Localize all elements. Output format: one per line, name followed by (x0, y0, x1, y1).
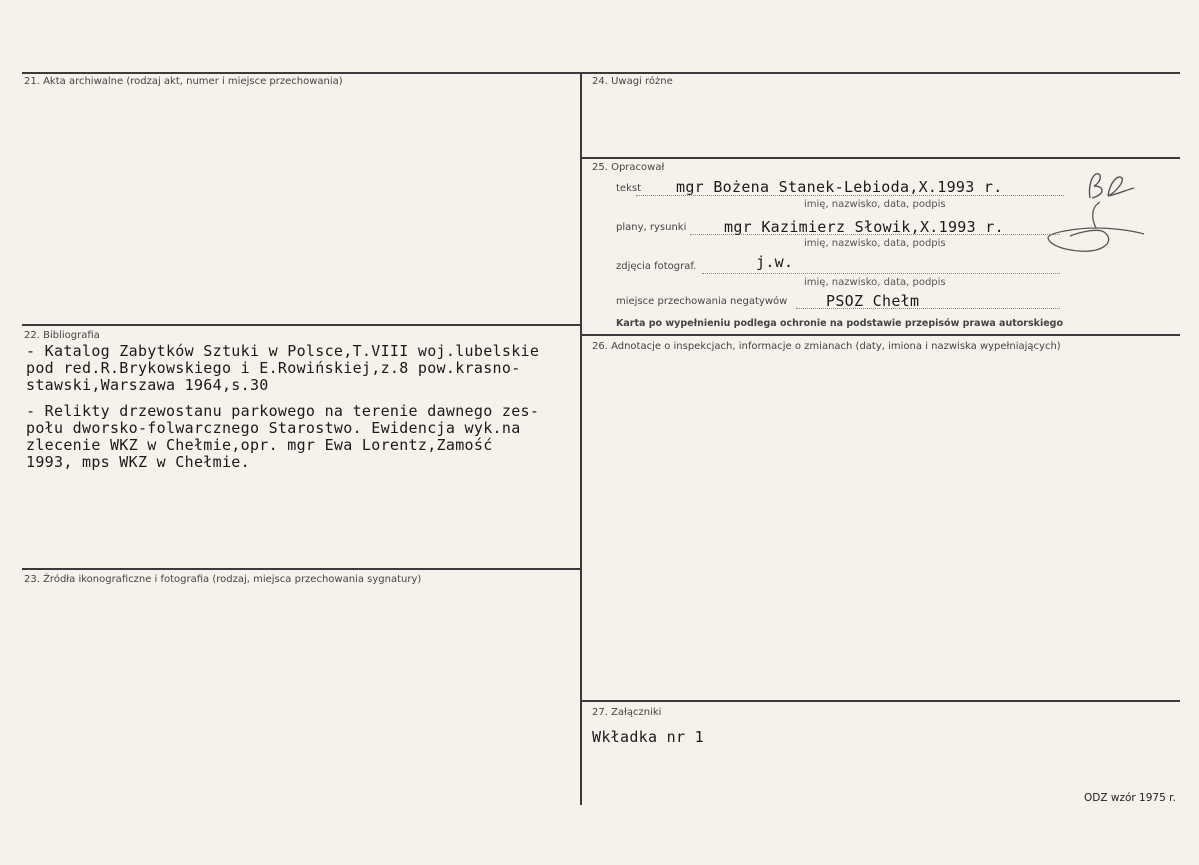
field-plany-value: mgr Kazimierz Słowik,X.1993 r. (724, 218, 1004, 236)
section-24-label: 24. Uwagi różne (592, 76, 673, 87)
field-plany-label: plany, rysunki (616, 222, 687, 233)
rule-22 (22, 324, 582, 326)
section-26-label: 26. Adnotacje o inspekcjach, informacje o zmianach (daty, imiona i nazwiska wypełniających) (592, 341, 1061, 352)
bibliography-entry-2-line-3: zlecenie WKZ w Chełmie,opr. mgr Ewa Lorentz,Zamość (26, 436, 493, 454)
field-plany-caption: imię, nazwisko, data, podpis (804, 238, 946, 249)
section-23-label: 23. Źródła ikonograficzne i fotografia (rodzaj, miejsca przechowania sygnatury) (24, 574, 422, 585)
signature-plany (1040, 198, 1150, 260)
top-rule (22, 72, 1180, 74)
section-21-label: 21. Akta archiwalne (rodzaj akt, numer i miejsce przechowania) (24, 76, 343, 87)
copyright-notice: Karta po wypełnieniu podlega ochronie na podstawie przepisów prawa autorskiego (616, 318, 1063, 329)
field-tekst-caption: imię, nazwisko, data, podpis (804, 199, 946, 210)
bibliography-entry-2-line-1: - Relikty drzewostanu parkowego na terenie dawnego zes- (26, 402, 540, 420)
field-zdjecia-value: j.w. (756, 253, 794, 271)
section-22-label: 22. Bibliografia (24, 330, 100, 341)
rule-25 (580, 157, 1180, 159)
field-negatywy-label: miejsce przechowania negatywów (616, 296, 788, 307)
rule-27 (580, 700, 1180, 702)
section-25-label: 25. Opracował (592, 162, 665, 173)
field-zdjecia-line (702, 273, 1060, 274)
bibliography-entry-2-line-2: połu dworsko-folwarcznego Starostwo. Ewidencja wyk.na (26, 419, 521, 437)
rule-26 (580, 334, 1180, 336)
section-27-label: 27. Załączniki (592, 707, 662, 718)
field-zdjecia-caption: imię, nazwisko, data, podpis (804, 277, 946, 288)
bibliography-entry-1-line-3: stawski,Warszawa 1964,s.30 (26, 376, 269, 394)
field-tekst-value: mgr Bożena Stanek-Lebioda,X.1993 r. (676, 178, 1003, 196)
bibliography-entry-1-line-2: pod red.R.Brykowskiego i E.Rowińskiej,z.8 pow.krasno- (26, 359, 521, 377)
bibliography-entry-2-line-4: 1993, mps WKZ w Chełmie. (26, 453, 250, 471)
form-id: ODZ wzór 1975 r. (1084, 792, 1176, 804)
bibliography-entry-1-line-1: - Katalog Zabytków Sztuki w Polsce,T.VIII woj.lubelskie (26, 342, 540, 360)
attachment-value: Wkładka nr 1 (592, 728, 704, 746)
field-tekst-label: tekst (616, 183, 641, 194)
rule-23 (22, 568, 582, 570)
field-negatywy-value: PSOZ Chełm (826, 292, 920, 310)
center-divider (580, 72, 582, 805)
field-zdjecia-label: zdjęcia fotograf. (616, 261, 697, 272)
